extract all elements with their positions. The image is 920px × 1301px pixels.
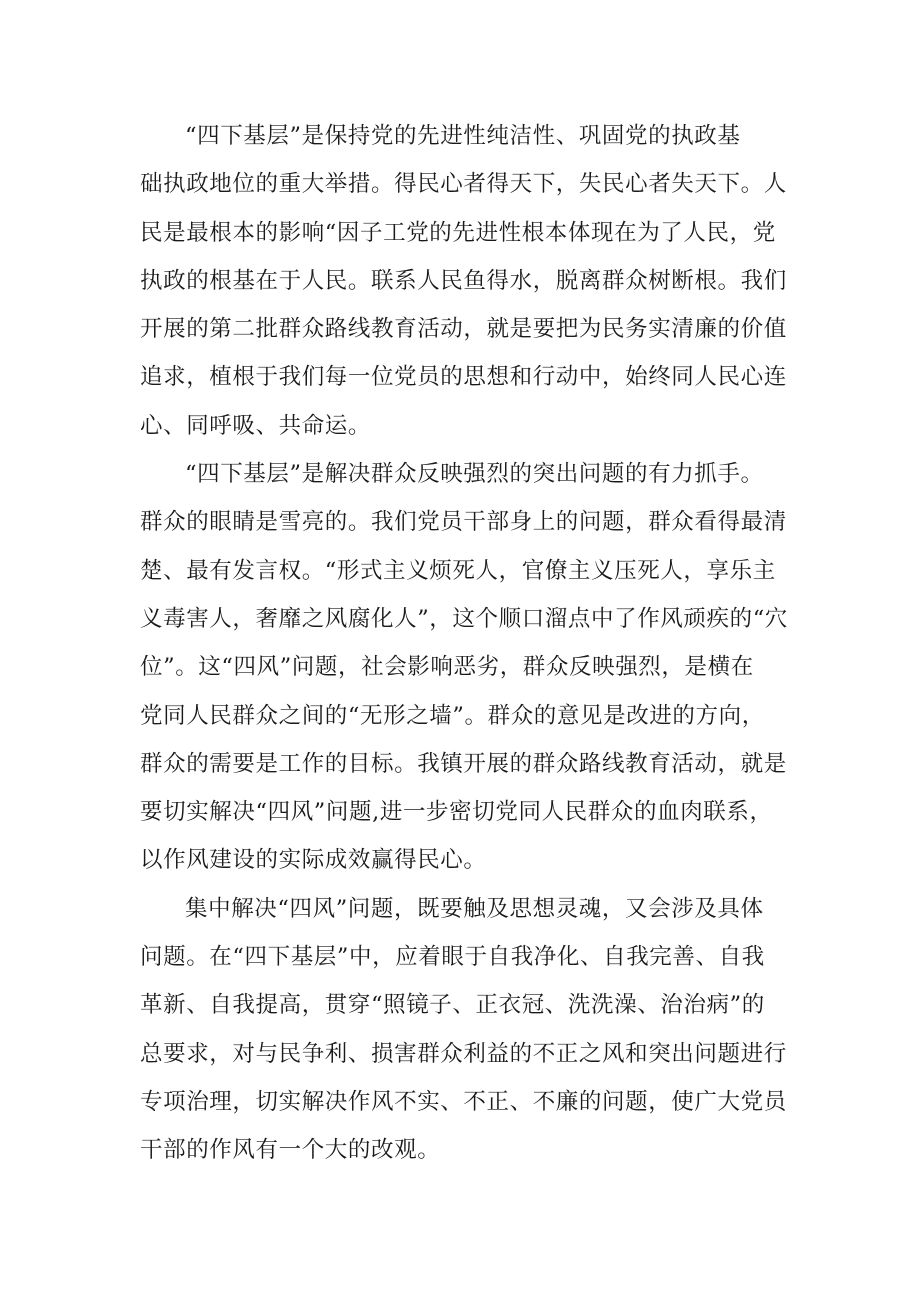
paragraph-line: 总要求，对与民争利、损害群众利益的不正之风和突出问题进行 [140,1040,787,1067]
paragraph-line: 楚、最有发言权。“形式主义烦死人，官僚主义压死人，享乐主 [140,557,776,584]
paragraph-line: “四下基层”是保持党的先进性纯洁性、巩固党的执政基 [185,123,741,149]
document-body [140,112,792,1175]
paragraph-line: 义毒害人，奢靡之风腐化人”，这个顺口溜点中了作风顽疾的“穴 [140,605,788,632]
paragraph-line: 民是最根本的影响“因子工党的先进性根本体现在为了人民，党 [140,219,776,246]
paragraph-line: 位”。这“四风”问题，社会影响恶劣，群众反映强烈，是横在 [140,654,754,681]
paragraph-line: 础执政地位的重大举措。得民心者得天下，失民心者失天下。人 [140,171,787,198]
paragraph-line: 干部的作风有一个大的改观。 [140,1137,441,1164]
paragraph-line: 要切实解决“四风”问题,进一步密切党同人民群众的血肉联系， [140,799,773,826]
paragraph-line: 群众的需要是工作的目标。我镇开展的群众路线教育活动，就是 [140,750,787,777]
paragraph-line: 开展的第二批群众路线教育活动，就是要把为民务实清廉的价值 [140,316,787,343]
paragraph-line: “四下基层”是解决群众反映强烈的突出问题的有力抓手。 [185,461,764,488]
paragraph-line: 党同人民群众之间的“无形之墙”。群众的意见是改进的方向， [140,702,765,729]
paragraph-line: 问题。在“四下基层”中，应着眼于自我净化、自我完善、自我 [140,944,765,971]
paragraph-line: 以作风建设的实际成效赢得民心。 [140,847,487,874]
paragraph-line: 集中解决“四风”问题，既要触及思想灵魂，又会涉及具体 [185,895,764,922]
paragraph-line: 群众的眼睛是雪亮的。我们党员干部身上的问题，群众看得最清 [140,509,787,536]
paragraph-3 [140,885,792,1175]
paragraph-line: 追求，植根于我们每一位党员的思想和行动中，始终同人民心连 [140,364,787,391]
paragraph-line: 心、同呼吸、共命运。 [140,412,372,439]
paragraph-2 [140,450,792,885]
paragraph-1 [140,112,792,450]
paragraph-line: 革新、自我提高，贯穿“照镜子、正衣冠、洗洗澡、治治病”的 [140,992,765,1019]
paragraph-line: 执政的根基在于人民。联系人民鱼得水，脱离群众树断根。我们 [140,267,787,294]
paragraph-line: 专项治理，切实解决作风不实、不正、不廉的问题，使广大党员 [140,1088,787,1115]
